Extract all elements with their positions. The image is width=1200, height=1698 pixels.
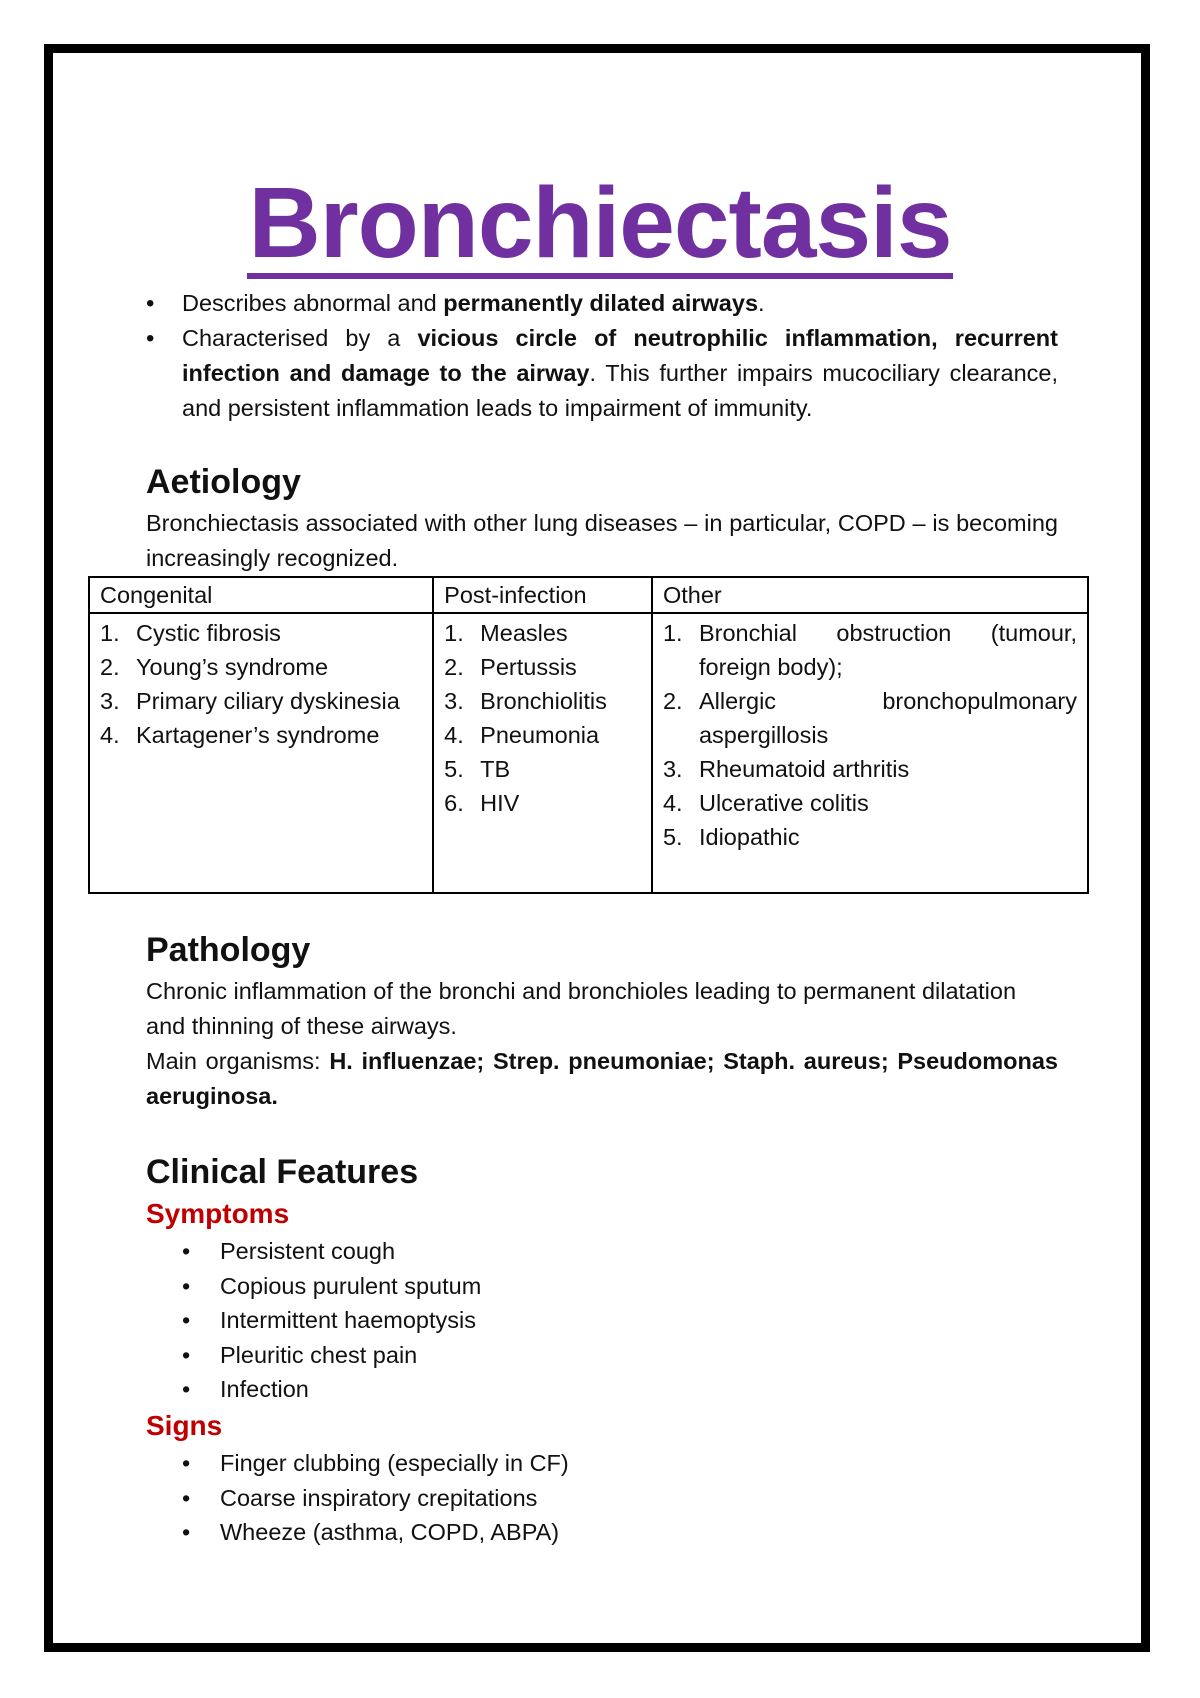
list-text: Bronchial obstruction (tumour, foreign body);: [698, 620, 1077, 680]
list-item: • Intermittent haemoptysis: [182, 1303, 481, 1338]
list-number: 1.: [100, 620, 120, 646]
list-item: • Copious purulent sputum: [182, 1269, 481, 1304]
aetiology-table: [88, 576, 1089, 894]
organisms-label: Main organisms:: [146, 1048, 330, 1074]
list-number: 4.: [662, 790, 683, 816]
list-text: Kartagener’s syndrome: [136, 722, 380, 748]
list-text: Ulcerative colitis: [698, 790, 869, 816]
list-number: 1.: [444, 620, 464, 646]
list-text: Rheumatoid arthritis: [698, 756, 910, 782]
intro-bullets: [146, 286, 1058, 426]
list-item: [663, 684, 1077, 752]
list-item: • Infection: [182, 1372, 481, 1407]
list-item: [444, 684, 641, 718]
list-number: 1.: [662, 620, 683, 646]
list-number: 3.: [662, 756, 683, 782]
intro-bullet-2: [146, 321, 1058, 426]
list-item: [100, 650, 422, 684]
table-header-row: [89, 577, 1088, 613]
list-number: 6.: [444, 790, 464, 816]
signs-heading: Signs: [146, 1410, 223, 1441]
intro-bullet-2-end: . This further impairs mucociliary clearance, and persistent inflammation leads to impairment of immunity.: [182, 360, 1058, 421]
list-text: HIV: [480, 790, 520, 816]
list-text: Bronchiolitis: [480, 688, 607, 714]
aetiology-text: Bronchiectasis associated with other lung diseases – in particular, COPD – is becoming increasingly recognized.: [146, 510, 1058, 571]
list-item: [663, 752, 1077, 786]
intro-bullet-2-text: Characterised by a: [182, 325, 418, 351]
list-item: [100, 684, 422, 718]
list-item: • Persistent cough: [182, 1234, 481, 1269]
list-text: Primary ciliary dyskinesia: [136, 688, 400, 714]
organisms-list: H. influenzae; Strep. pneumoniae; Staph. aureus; Pseudomonas aeruginosa.: [146, 1048, 1058, 1109]
list-number: 2.: [662, 688, 683, 714]
clinical-features-heading: Clinical Features: [146, 1153, 419, 1191]
list-item: • Coarse inspiratory crepitations: [182, 1481, 569, 1516]
list-text: Young’s syndrome: [136, 654, 329, 680]
list-number: 4.: [100, 722, 120, 748]
list-item: • Finger clubbing (especially in CF): [182, 1446, 569, 1481]
list-item: [444, 718, 641, 752]
list-item: • Wheeze (asthma, COPD, ABPA): [182, 1515, 569, 1550]
table-header-post-infection: Post-infection: [433, 577, 652, 613]
list-text: Pertussis: [480, 654, 577, 680]
table-header-congenital: Congenital: [89, 577, 433, 613]
list-item: [444, 786, 641, 820]
list-number: 2.: [100, 654, 120, 680]
list-item: [100, 616, 422, 650]
intro-bullet-1-text: Describes abnormal and: [182, 290, 444, 316]
list-number: 3.: [100, 688, 120, 714]
list-text: TB: [480, 756, 511, 782]
list-number: 4.: [444, 722, 464, 748]
list-item: • Pleuritic chest pain: [182, 1338, 481, 1373]
aetiology-heading: Aetiology: [146, 463, 301, 501]
list-text: Allergic bronchopulmonary aspergillosis: [698, 688, 1077, 748]
pathology-heading: Pathology: [146, 931, 311, 969]
symptoms-heading: Symptoms: [146, 1198, 290, 1229]
list-text: Pneumonia: [480, 722, 600, 748]
post-infection-list: [444, 616, 641, 820]
list-item: [663, 786, 1077, 820]
page-title: [0, 168, 1200, 279]
pathology-text: Chronic inflammation of the bronchi and bronchioles leading to permanent dilatation and thinning of these airways.: [146, 978, 1017, 1039]
list-item: [444, 650, 641, 684]
list-text: Idiopathic: [698, 824, 800, 850]
intro-bullet-1: [146, 286, 1058, 321]
other-list: [663, 616, 1077, 854]
list-text: Cystic fibrosis: [136, 620, 281, 646]
list-number: 2.: [444, 654, 464, 680]
table-header-other: Other: [652, 577, 1088, 613]
list-item: [663, 820, 1077, 854]
intro-bullet-1-bold: permanently dilated airways: [443, 290, 759, 316]
list-text: Measles: [480, 620, 568, 646]
table-cell-other: [652, 613, 1088, 893]
intro-bullet-1-end: .: [758, 290, 765, 316]
list-number: 3.: [444, 688, 464, 714]
table-cell-congenital: [89, 613, 433, 893]
list-number: 5.: [662, 824, 683, 850]
list-item: [663, 616, 1077, 684]
list-item: [100, 718, 422, 752]
table-row: [89, 613, 1088, 893]
signs-list: [182, 1446, 569, 1550]
list-item: [444, 616, 641, 650]
pathology-organisms: [146, 1044, 1058, 1114]
page-title-text: Bronchiectasis: [248, 167, 952, 279]
table-cell-post-infection: [433, 613, 652, 893]
intro-bullet-2-bold: vicious circle of neutrophilic inflammation, recurrent infection and damage to the airway: [182, 325, 1058, 386]
symptoms-list: [182, 1234, 481, 1407]
list-number: 5.: [444, 756, 464, 782]
list-item: [444, 752, 641, 786]
congenital-list: [100, 616, 422, 752]
